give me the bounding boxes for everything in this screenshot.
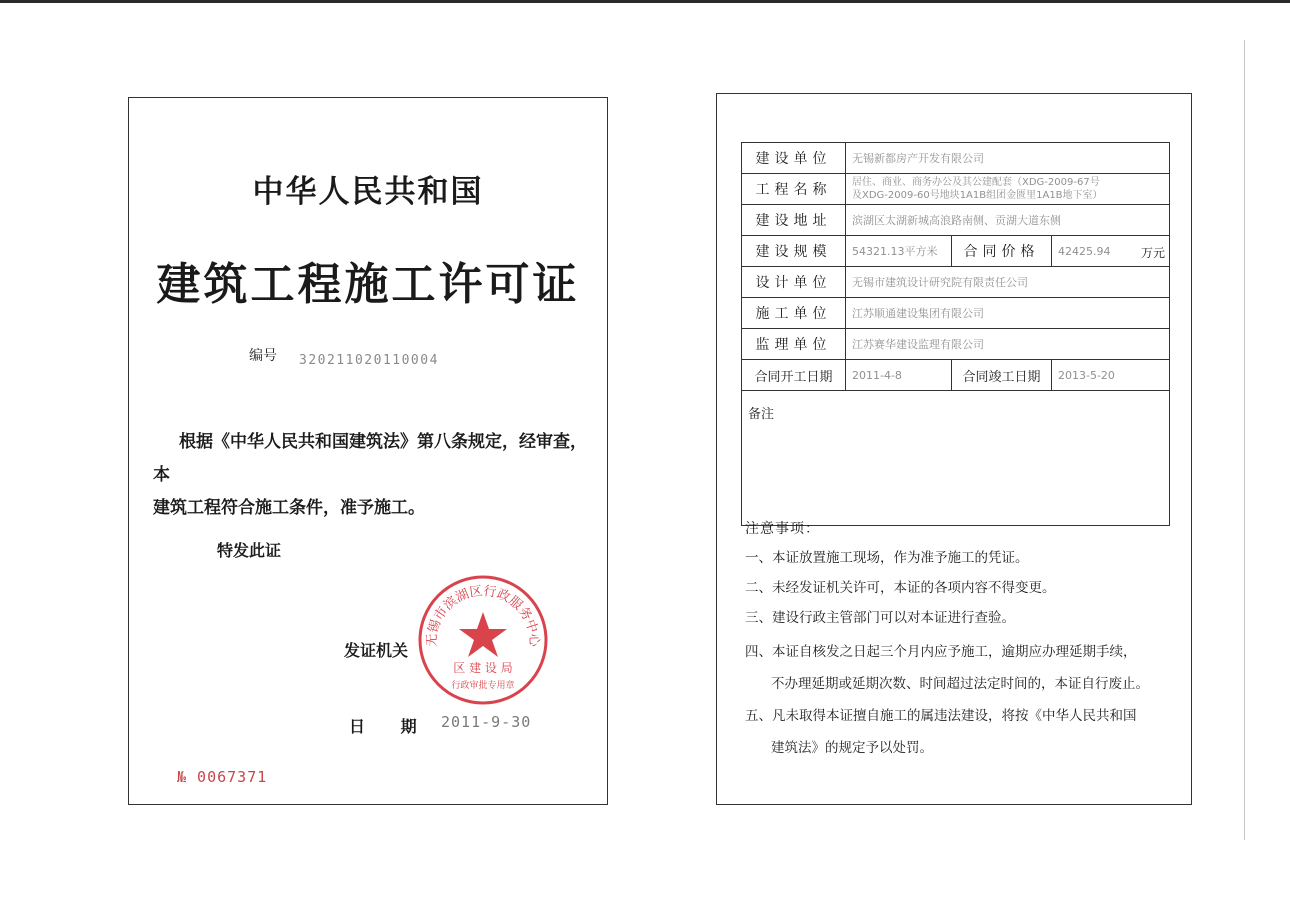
permit-title: 建筑工程施工许可证 [156,259,580,310]
approval-statement [153,426,593,525]
note-item: 三、建设行政主管部门可以对本证进行查验。 [745,610,1015,626]
country-title: 中华人民共和国 [252,174,484,210]
issue-date-label: 日 期 [349,717,417,736]
project-value-line-1: 居住、商业、商务办公及其公建配套（XDG-2009-67号 [852,177,1100,188]
finish-date-label: 合同竣工日期 [952,360,1052,391]
construction-label: 施工单位 [742,298,846,329]
serial-value: 320211020110004 [299,353,439,368]
note-item: 四、本证自核发之日起三个月内应予施工，逾期应办理延期手续， [745,644,1137,660]
approval-line-2: 建筑工程符合施工条件，准予施工。 [153,498,425,518]
approval-line-1: 根据《中华人民共和国建筑法》第八条规定，经审查，本 [153,432,587,485]
builder-value: 无锡新都房产开发有限公司 [846,143,1170,174]
location-label: 建设地址 [742,205,846,236]
notes-title: 注意事项： [745,521,820,537]
finish-date-value: 2013-5-20 [1052,360,1170,391]
builder-label: 建设单位 [742,143,846,174]
table-row [742,329,1170,360]
seal-ring-text: 无锡市滨湖区行政服务中心 [424,584,542,648]
price-unit: 万元 [1141,246,1166,260]
start-date-value: 2011-4-8 [846,360,952,391]
note-item-continued: 不办理延期或延期次数、时间超过法定时间的，本证自行废止。 [771,676,1149,692]
scale-value: 54321.13平方米 [846,236,952,267]
note-item: 一、本证放置施工现场，作为准予施工的凭证。 [745,550,1029,566]
table-row [742,267,1170,298]
seal-star-icon [459,612,507,657]
table-row [742,143,1170,174]
scan-top-edge [0,0,1290,3]
note-item-continued: 建筑法》的规定予以处罚。 [771,740,933,756]
start-date-label: 合同开工日期 [742,360,846,391]
price-value: 42425.94 [1058,244,1111,258]
location-value: 滨湖区太湖新城高浪路南侧、贡湖大道东侧 [846,205,1170,236]
table-row [742,174,1170,205]
scale-label: 建设规模 [742,236,846,267]
official-seal-icon [417,574,549,706]
note-item: 二、未经发证机关许可，本证的各项内容不得变更。 [745,580,1056,596]
seal-inner-text: 区 建 设 局 [453,661,513,675]
table-row [742,391,1170,526]
special-issue-text: 特发此证 [217,541,282,560]
price-cell [1052,236,1170,267]
table-row [742,236,1170,267]
seal-bottom-text: 行政审批专用章 [451,681,515,691]
note-item: 五、凡未取得本证擅自施工的属违法建设，将按《中华人民共和国 [745,708,1137,724]
design-value: 无锡市建筑设计研究院有限责任公司 [846,267,1170,298]
permit-front-page [128,97,608,805]
scan-right-edge [1244,40,1245,840]
permit-detail-page [716,93,1192,805]
project-label: 工程名称 [742,174,846,205]
supervision-value: 江苏赛华建设监理有限公司 [846,329,1170,360]
design-label: 设计单位 [742,267,846,298]
table-row [742,205,1170,236]
project-value [846,174,1170,205]
remarks-cell: 备注 [742,391,1170,526]
issuer-label: 发证机关 [344,641,409,660]
project-info-table [741,142,1170,526]
issue-date-value: 2011-9-30 [441,713,532,731]
project-value-line-2: 及XDG-2009-60号地块1A1B组团金匮里1A1B地下室） [852,190,1103,201]
serial-label: 编号 [249,348,277,364]
supervision-label: 监理单位 [742,329,846,360]
construction-value: 江苏顺通建设集团有限公司 [846,298,1170,329]
table-row [742,298,1170,329]
price-label: 合同价格 [952,236,1052,267]
table-row [742,360,1170,391]
certificate-number: № 0067371 [177,768,268,786]
